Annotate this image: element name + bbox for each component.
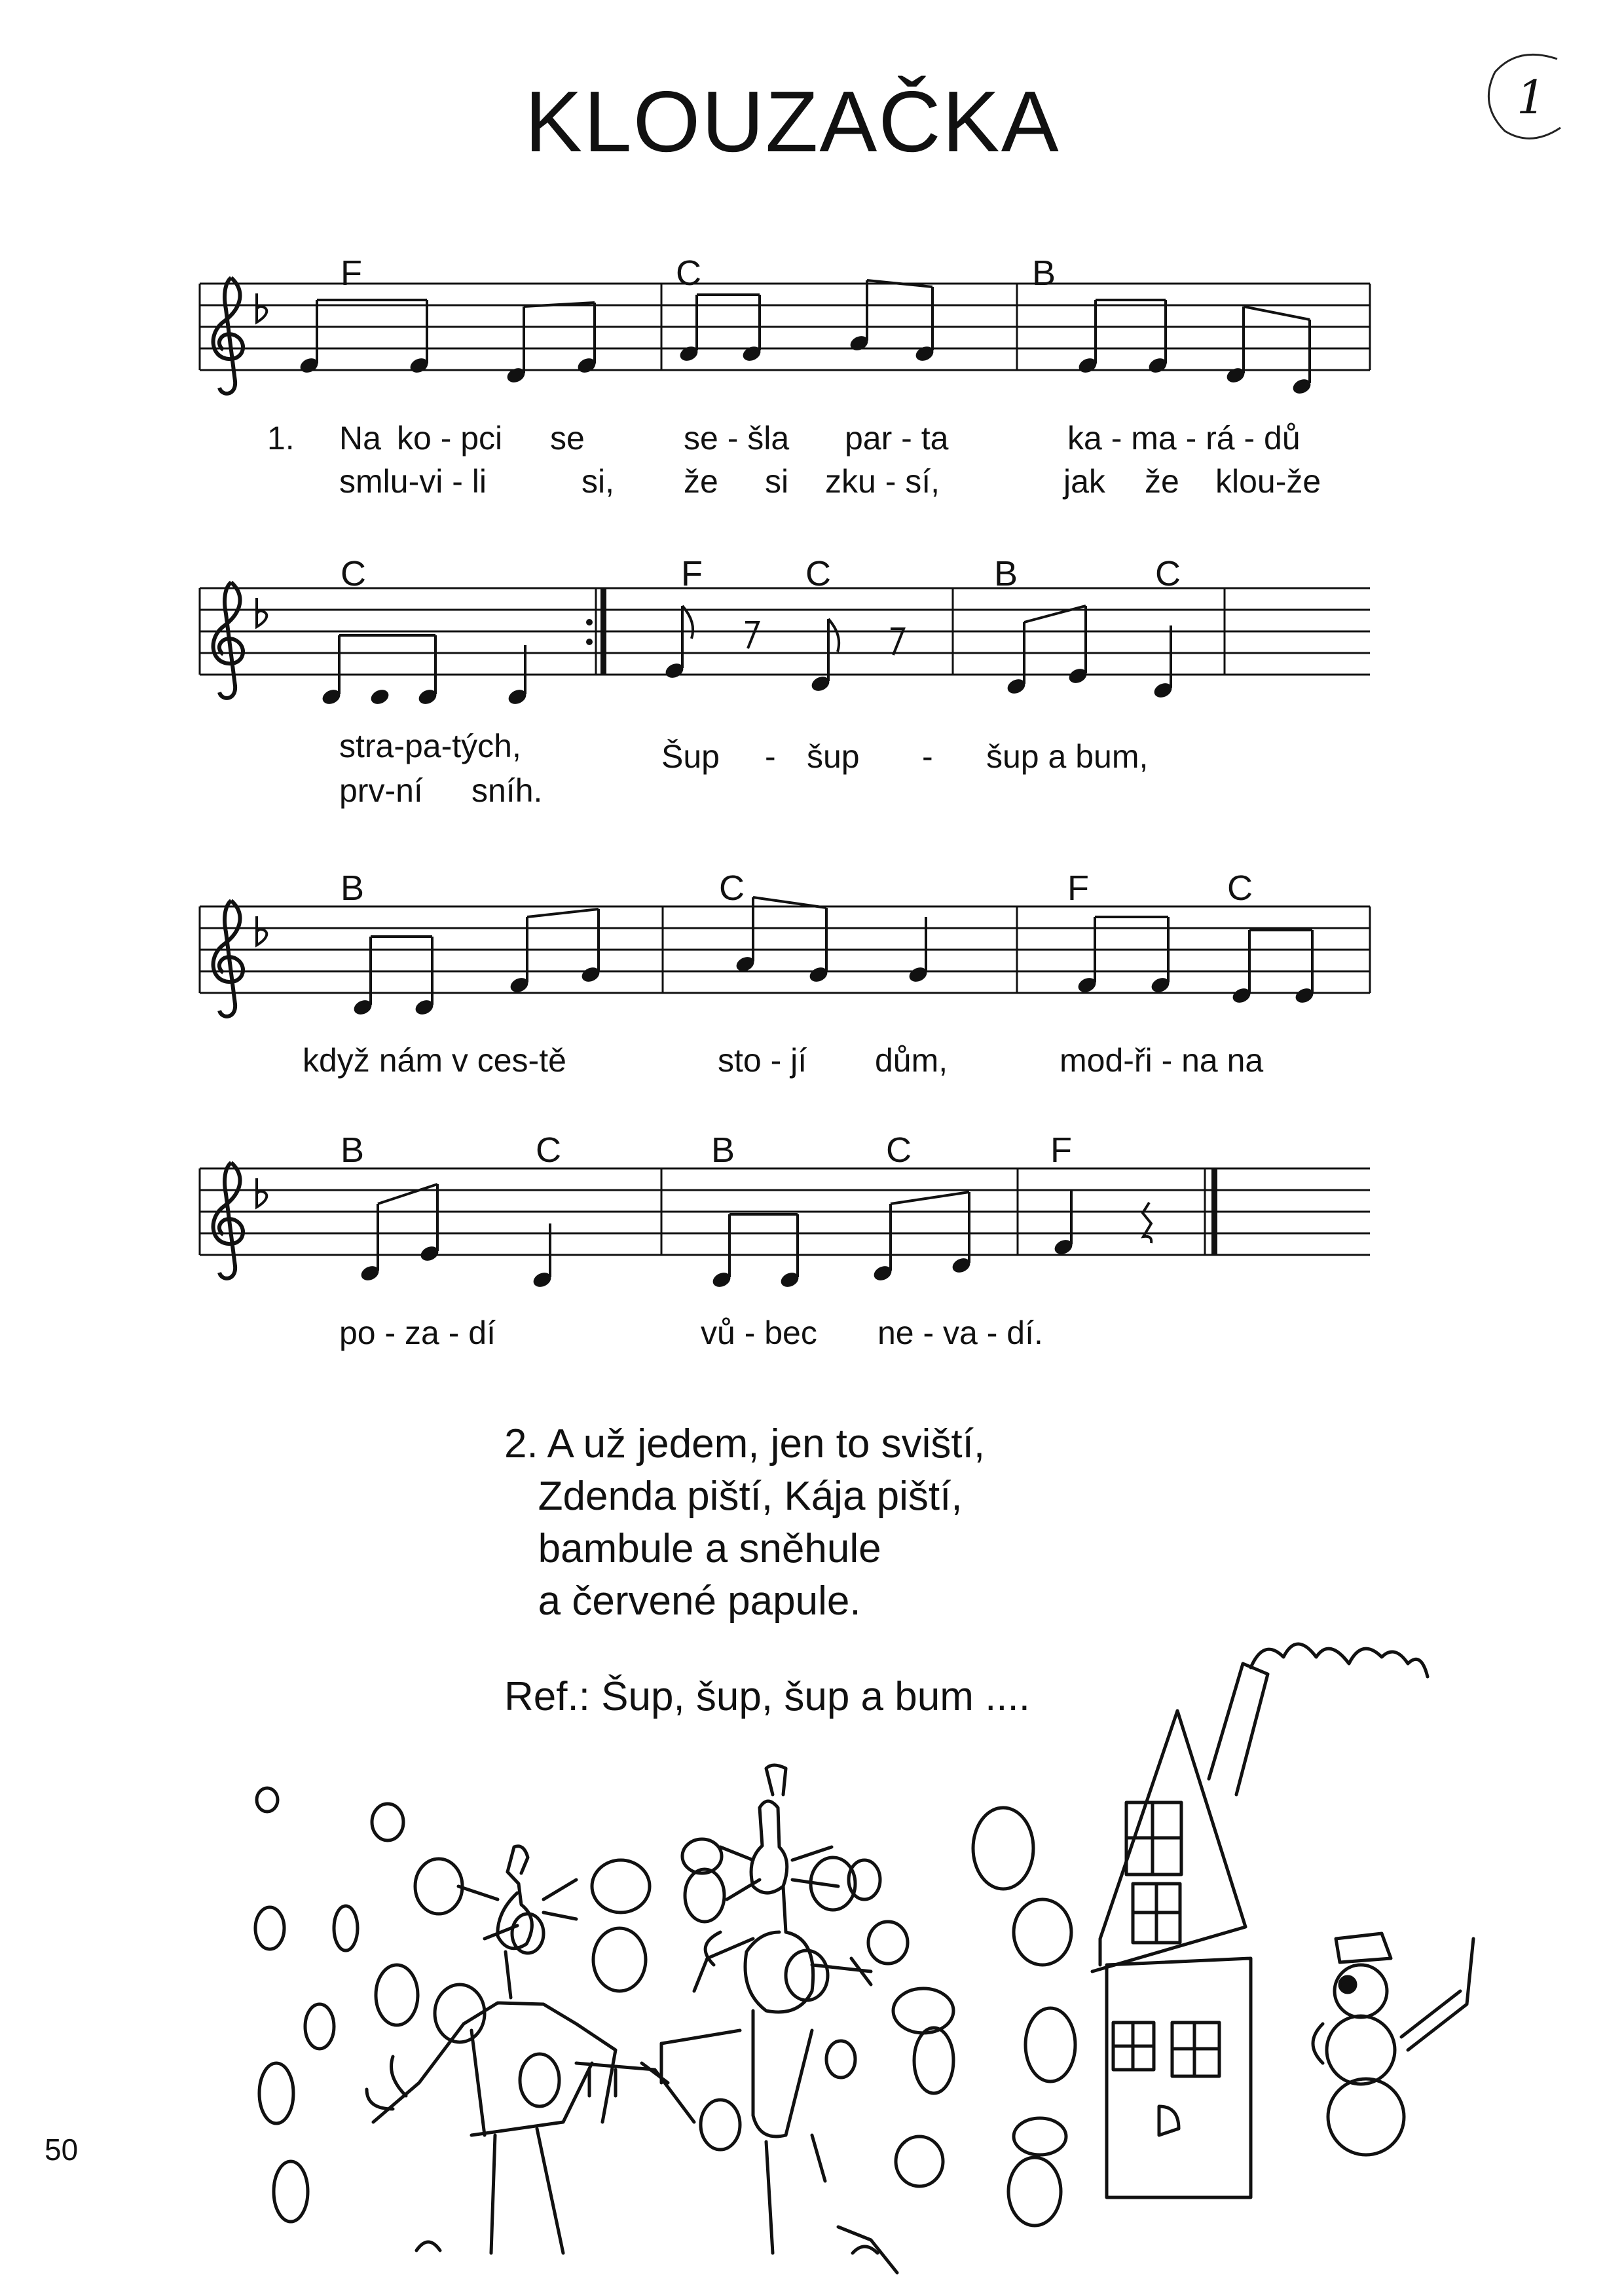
chord: C	[341, 554, 366, 593]
verse-line: Zdenda piští, Kája piští,	[504, 1474, 963, 1519]
lyric-syllable: když nám v ces-tě	[303, 1042, 566, 1079]
lyric-syllable: Šup	[661, 738, 720, 775]
lyric-syllable: ka - ma - rá - dů	[1067, 420, 1301, 457]
lyric-syllable: 1.	[267, 420, 295, 457]
lyric-syllable: sto - jí	[718, 1042, 807, 1079]
chord: F	[681, 554, 703, 593]
chord: B	[341, 868, 365, 908]
page-number: 50	[45, 2133, 79, 2167]
song-title: KLOUZAČKA	[525, 73, 1060, 170]
lyric-syllable: stra-pa-tých,	[339, 728, 521, 764]
lyric-syllable: sníh.	[471, 772, 543, 809]
lyric-syllable: dům,	[875, 1042, 948, 1079]
chord: C	[1155, 554, 1181, 593]
chord: C	[805, 554, 831, 593]
chord: C	[719, 868, 745, 908]
lyric-syllable: šup	[807, 738, 860, 775]
chord: B	[341, 1130, 365, 1170]
chord: B	[994, 554, 1018, 593]
verse-line: bambule a sněhule	[504, 1526, 881, 1571]
lyric-syllable: par - ta	[845, 420, 949, 457]
chord: C	[1227, 868, 1253, 908]
corner-page-mark: 1	[1479, 46, 1570, 144]
chord: B	[1032, 253, 1056, 293]
lyric-syllable: Na	[339, 420, 381, 457]
lyric-syllable: šup a bum,	[986, 738, 1149, 775]
chord: B	[711, 1130, 735, 1170]
lyric-syllable: prv-ní	[339, 772, 423, 809]
lyric-syllable: klou-že	[1215, 463, 1321, 500]
chord: C	[676, 253, 701, 293]
lyric-syllable: se - šla	[684, 420, 790, 457]
lyric-syllable: se	[550, 420, 585, 457]
chord: F	[341, 253, 362, 293]
lyric-syllable: mod-ři - na na	[1060, 1042, 1264, 1079]
lyric-syllable: po - za - dí	[339, 1315, 496, 1351]
chord: C	[536, 1130, 561, 1170]
lyric-syllable: že	[1145, 463, 1179, 500]
refrain-line: Ref.: Šup, šup, šup a bum ....	[504, 1674, 1030, 1719]
verse-line: a červené papule.	[504, 1578, 861, 1624]
lyric-syllable: vů - bec	[701, 1315, 817, 1351]
lyric-syllable: si,	[581, 463, 614, 500]
lyric-syllable: že	[684, 463, 718, 500]
lyric-syllable: -	[765, 738, 776, 775]
lyric-syllable: ne - va - dí.	[877, 1315, 1043, 1351]
lyric-syllable: zku - sí,	[825, 463, 940, 500]
lyric-syllable: -	[922, 738, 933, 775]
verse-line: 2. A už jedem, jen to sviští,	[504, 1421, 986, 1466]
lyric-syllable: smlu-vi - li	[339, 463, 487, 500]
lyric-syllable: ko - pci	[397, 420, 503, 457]
lyric-syllable: si	[765, 463, 789, 500]
chord: F	[1050, 1130, 1072, 1170]
lyric-syllable: jak	[1063, 463, 1105, 500]
chord: C	[886, 1130, 912, 1170]
chord: F	[1067, 868, 1089, 908]
